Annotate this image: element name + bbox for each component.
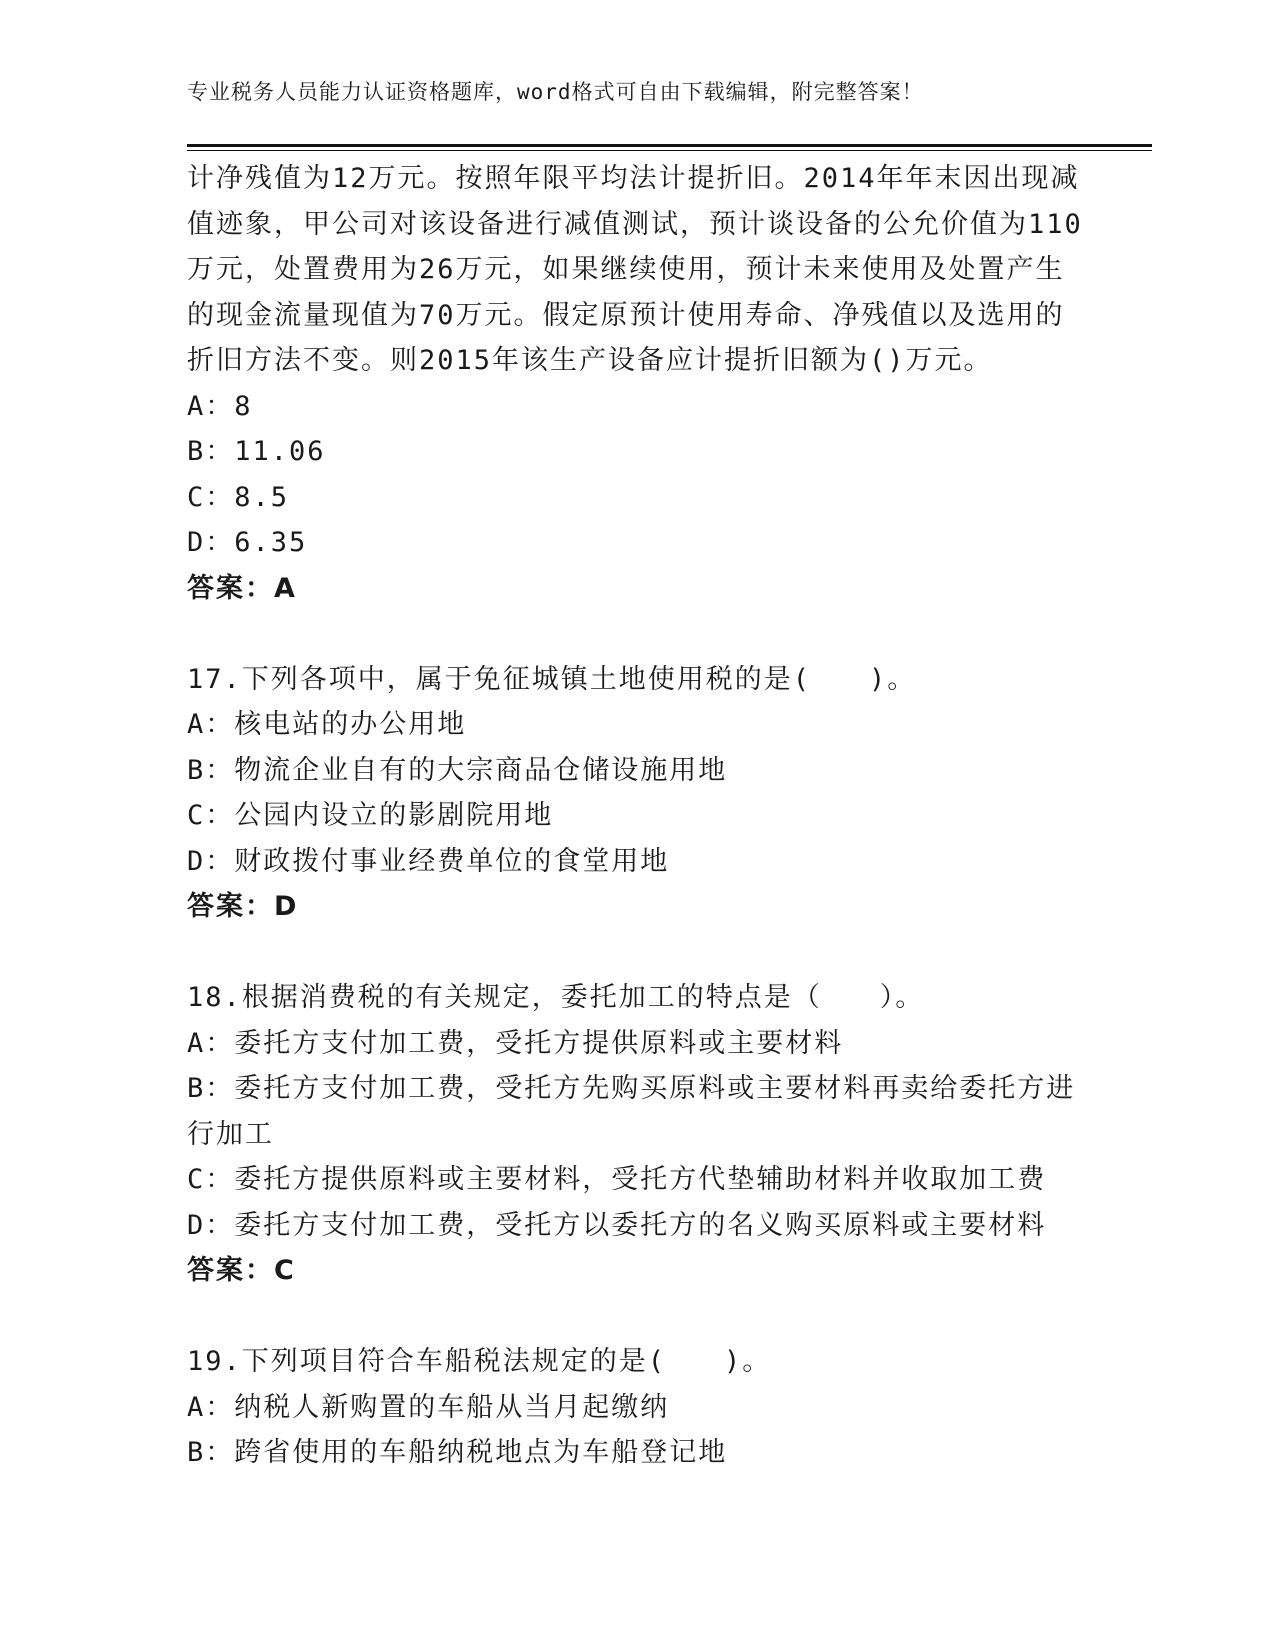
spacer <box>187 1294 1087 1340</box>
option-b: B：委托方支付加工费，受托方先购买原料或主要材料再卖给委托方进 <box>187 1073 1076 1104</box>
question-16 <box>187 156 1087 611</box>
header-rule-thick <box>187 144 1152 147</box>
question-stem: 19.下列项目符合车船税法规定的是( )。 <box>187 1346 772 1377</box>
option-a: A：核电站的办公用地 <box>187 709 467 740</box>
answer-label: 答案：D <box>187 891 299 922</box>
option-a: A：委托方支付加工费，受托方提供原料或主要材料 <box>187 1027 844 1059</box>
option-c: C：公园内设立的影剧院用地 <box>187 800 554 831</box>
question-text-line: 值迹象，甲公司对该设备进行减值测试，预计谈设备的公允价值为110 <box>187 208 1083 240</box>
question-stem: 18.根据消费税的有关规定，委托加工的特点是（ ）。 <box>187 982 925 1013</box>
answer-label: 答案：A <box>187 572 297 604</box>
option-a: A：8 <box>187 390 253 422</box>
question-19 <box>187 1339 1087 1476</box>
option-b: B：跨省使用的车船纳税地点为车船登记地 <box>187 1437 728 1468</box>
option-b: B：物流企业自有的大宗商品仓储设施用地 <box>187 754 728 786</box>
spacer <box>187 611 1087 657</box>
option-c: C：8.5 <box>187 481 290 513</box>
question-text-line: 的现金流量现值为70万元。假定原预计使用寿命、净残值以及选用的 <box>187 299 1065 331</box>
answer-label: 答案：C <box>187 1255 296 1286</box>
option-d: D：财政拨付事业经费单位的食堂用地 <box>187 845 670 877</box>
header-rule-thin <box>187 150 1152 151</box>
option-d: D：6.35 <box>187 527 308 558</box>
option-b-continued: 行加工 <box>187 1118 274 1150</box>
question-content <box>187 156 1087 1476</box>
question-text-line: 计净残值为12万元。按照年限平均法计提折旧。2014年年末因出现减 <box>187 163 1080 194</box>
page-header: 专业税务人员能力认证资格题库，word格式可自由下载编辑，附完整答案！ <box>187 80 924 104</box>
question-text-line: 折旧方法不变。则2015年该生产设备应计提折旧额为()万元。 <box>187 345 993 376</box>
question-17 <box>187 657 1087 930</box>
question-stem: 17.下列各项中，属于免征城镇土地使用税的是( )。 <box>187 663 917 695</box>
question-text-line: 万元，处置费用为26万元，如果继续使用，预计未来使用及处置产生 <box>187 254 1065 285</box>
question-18 <box>187 975 1087 1294</box>
option-b: B：11.06 <box>187 436 326 467</box>
option-a: A：纳税人新购置的车船从当月起缴纳 <box>187 1391 670 1423</box>
option-c: C：委托方提供原料或主要材料，受托方代垫辅助材料并收取加工费 <box>187 1164 1047 1195</box>
spacer <box>187 930 1087 976</box>
option-d: D：委托方支付加工费，受托方以委托方的名义购买原料或主要材料 <box>187 1209 1047 1241</box>
